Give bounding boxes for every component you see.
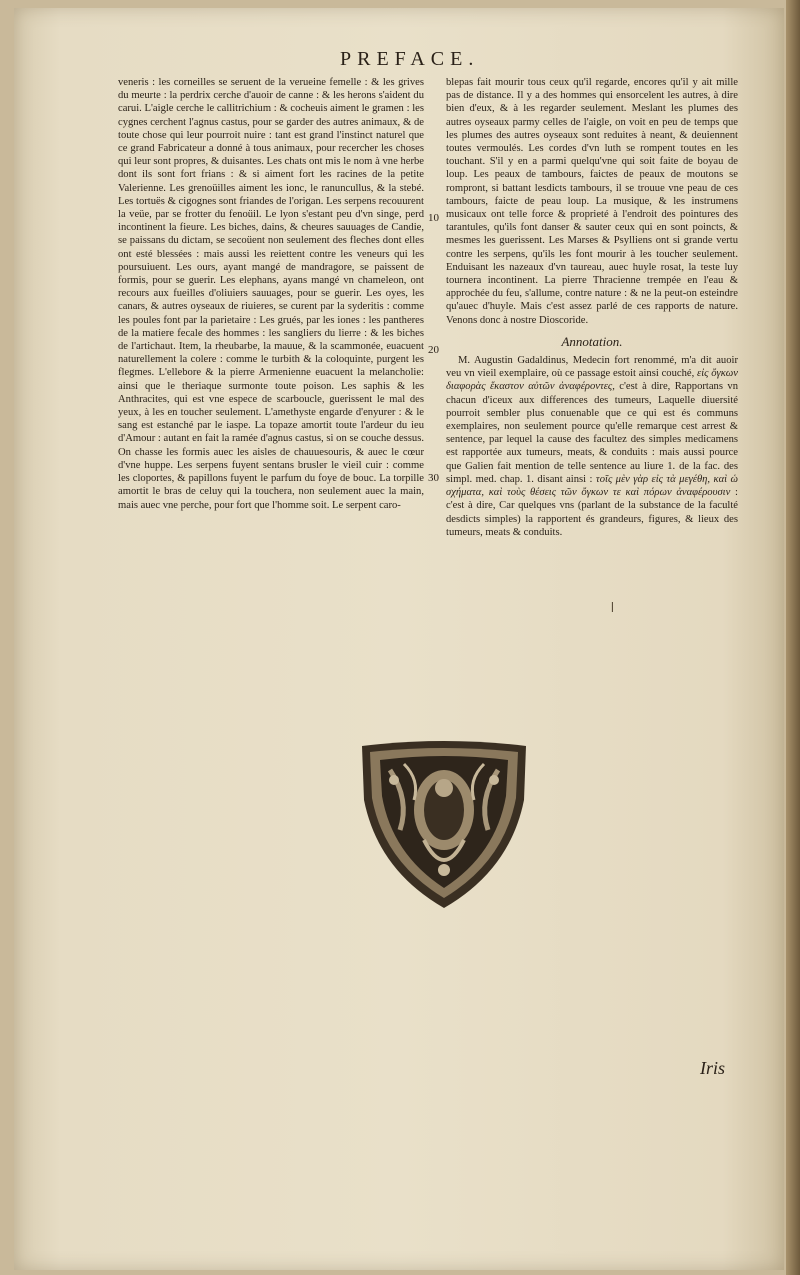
line-number-30: 30 xyxy=(428,472,439,484)
annotation-text-3: : c'est à dire, Car quelques vns (parlant de la substance de la faculté desdicts simples) la rapportent és grandeurs, figures, & lieux des tumeurs, meats & conduits. xyxy=(446,487,738,538)
greek-quote-2: τοῖς μὲν γὰρ εἰς τὰ μεγέθη, καὶ ὡ σχήματα, καὶ τοὺς θέσεις τῶν ὄγκων τε καὶ πόρων ἀναφέρουσιν xyxy=(446,473,738,499)
line-number-10: 10 xyxy=(428,212,439,224)
left-paragraph: veneris : les corneilles se seruent de la verueine femelle : & les grives du meurte : la perdrix cerche d'auoir de canne : & les herons s'aident du carui. L'aigle cerche le callitrichium : & cocheuis aiment le gramen : les cygnes cerchent l'agnus castus, pour se garder des autres animaux, & de toute chose qui leur pourroit nuire : tant est grand l'instinct naturel que ce grand Fabricateur a donné à tous animaux, pour recercher les choses qui leur sont propres, & duisantes. Les chats ont mis le nom à vne herbe dont ils sont fort frians : & si aiment fort les racines de la petite Valerienne. Les grenoüilles aiment les ionc, le ranuncullus, & la stebé. Les tortuës & cigognes sont friandes de l'origan. Les serpens recouurent la veüe, par se frotter du fenoüil. Le lyon s'estant peu d'vn singe, perd incontinent la fieure. Les biches, dains, & cheures sauuages de Candie, se paissans du dictam, se secoüent non seulement des fleches dont elles ont esté blessées : mais aussi les reiettent contre les veneurs qui les poursuiuent. Les ours, ayant mangé de mandragore, se paissent de formis, pour se guerir. Les elephans, ayans mangé vn chameleon, ont recours aux fueilles d'oliuiers sauuages, pour se guerir. Les oyes, les canars, & autres oyseaux de riuieres, se curent par la syderitis : comme les poules font par la parietaire : Les grués, par les iones : les pantheres de la matiere fecale des hommes : les sangliers du lierre : & les biches de l'artichaut. Item, la rheubarbe, la mauue, & la scammonée, euacuent naturellement la colere : comme le turbith & la coloquinte, purgent les flegmes. L'ellebore & la pierre Armenienne euacuent la melancholie: ainsi que le theriaque surmonte toute poison. Les saphis & les Anthracites, qui est vne espece de scarboucle, guerissent le mal des yeux, à les en toucher seulement. L'amethyste engarde d'enyurer : & le sang est estanché par le iaspe. La topaze amortit toute l'ardeur du ieu d'Amour : autant en fait la ramée d'agnus castus, si on se couche dessus. On chasse les formis auec les aisles de chauuesouris, & auec le cœur d'vne huppe. Les serpens fuyent sentans brusler le vieil cuir : comme les cloportes, & papillons fuyent le parfum du foye de bouc. La torpille amortit le bras de celuy qui la touchera, non seulement auec la main, mais auec vne perche, pour fort que l'homme soit. Le serpent caro- xyxy=(118,77,424,511)
annotation-title: Annotation. xyxy=(561,333,623,349)
left-column xyxy=(118,76,424,516)
annotation-text-2: , c'est à dire, Rapportans vn chacun d'iceux aux differences des tumeurs, Laquelle diuersité pourroit sembler plus conuenable que ce qui est és communs exemplaires, non seulement pource qu'elle remarque cest arrest & sentence, par lequel la cause des facultez des simples medicamens est rapportée aux tumeurs, meats, & conduits : mais aussi pource que Galien fait mention de telle sentence au liure 1. de la fac. des simpl. med. chap. 1. disant ainsi : xyxy=(446,381,738,485)
right-intro-paragraph: blepas fait mourir tous ceux qu'il regarde, encores qu'il y ait mille pas de distance. Il y a des hommes qui ensorcelent les autres, à dire bien d'eux, & à les regarder seulement. Meslant les plumes des autres oyseaux parmy celles de l'aigle, on voit en peu de temps que les plumes des autres oyseaux sont reduites à neant, & deuiennent toutes vermoulés. Les cordes d'vn luth se rompent toutes en les touchant. S'il y en a parmi quelqu'vne qui soit faite de boyau de loup. Les peaux de tambours, faictes de peaux de moutons se rompront, si battant lesdicts tambours, il se trouue vne peau de ces tambours, faicte de peau loup. La musique, & les instrumens musicaux ont telle force & proprieté à l'endroit des pointures des tarantules, qu'ils font danser & sauter ceux qui en sont poincts, & mesmes les guerissent. Les Marses & Psylliens ont si grande vertu contre les serpens, qu'ils les font mourir à les toucher seulement. Enduisant les nazeaux d'vn taureau, auec huyle rosat, la teste luy tournera incontinent. La pierre Thracienne trempée en l'eau & approchée du feu, s'allume, contre nature : & ne la peut-on esteindre qu'auec d'huyle. Mais c'est assez parlé de ces rapports de nature. Venons donc à nostre Dioscoride. xyxy=(446,77,738,326)
page-header: PREFACE. xyxy=(340,48,480,70)
greek-quote-1: εἰς ὄγκων διαφορὰς ἕκαστον αὐτῶν ἀναφέροντες xyxy=(446,368,738,393)
book-fore-edge xyxy=(786,0,800,1275)
annotation-paragraph xyxy=(446,354,738,539)
tailpiece-ornament xyxy=(360,740,528,910)
line-number-20: 20 xyxy=(428,344,439,356)
annotation-text-1: M. Augustin Gadaldinus, Medecin fort renommé, m'a dit auoir veu vn vieil exemplaire, où ce passage estoit ainsi couché, xyxy=(446,355,738,380)
catchword: Iris xyxy=(700,1058,726,1078)
paper-mark: ⎸ xyxy=(612,602,622,613)
right-column xyxy=(446,76,738,543)
